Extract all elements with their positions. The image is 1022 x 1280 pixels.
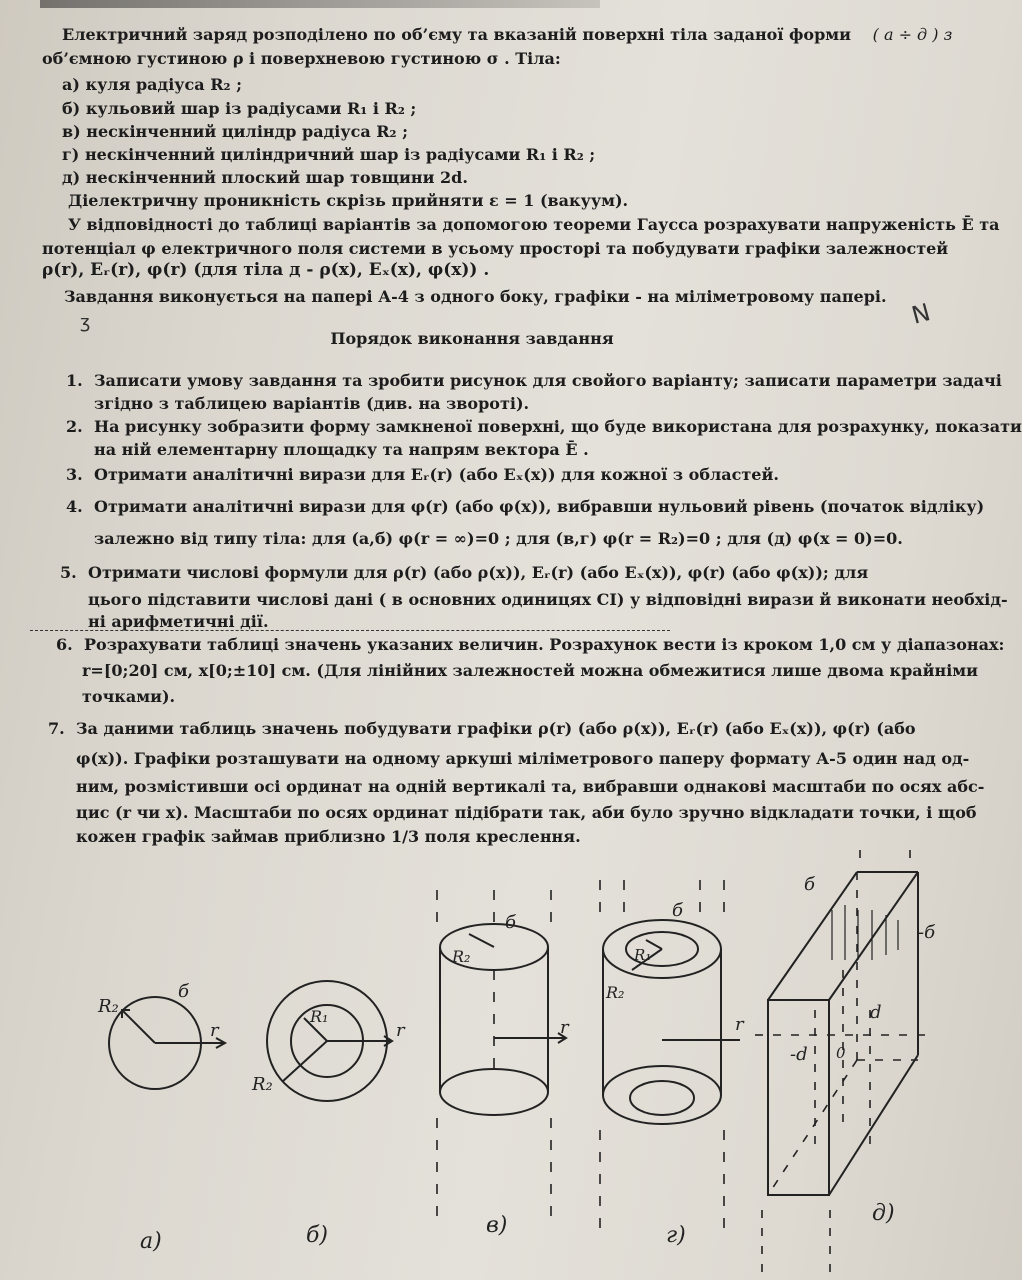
fig-d-neg-d-label: -d bbox=[790, 1044, 808, 1065]
intro-line-2: об’ємною густиною ρ і поверхневою густиною σ . Тіла: bbox=[42, 49, 561, 68]
fig-d-d-label: d bbox=[870, 1002, 882, 1023]
figure-v-cylinder bbox=[437, 890, 566, 1220]
fig-b-r1-label: R₁ bbox=[310, 1007, 329, 1026]
fig-a-r-label: r bbox=[210, 1020, 219, 1041]
body-a: а) куля радіуса R₂ ; bbox=[62, 75, 242, 94]
figure-g-cylindrical-shell bbox=[600, 880, 740, 1230]
figure-d-plane-slab bbox=[755, 850, 935, 1280]
figure-b-spherical-shell bbox=[267, 981, 392, 1101]
caption-g: г) bbox=[666, 1223, 686, 1248]
step-7-cont-1: φ(x)). Графіки розташувати на одному аркуші міліметрового паперу формату А-5 один над од- bbox=[76, 749, 970, 768]
fig-g-r2-label: R₂ bbox=[606, 983, 625, 1002]
caption-a: а) bbox=[140, 1229, 162, 1254]
caption-v: в) bbox=[486, 1213, 508, 1238]
step-1: 1. Записати умову завдання та зробити рисунок для свойого варіанту; записати параметри задачі bbox=[66, 371, 1002, 390]
fig-d-sigma-label: б bbox=[804, 874, 815, 895]
body-g: г) нескінченний циліндричний шар із радіусами R₁ і R₂ ; bbox=[62, 145, 596, 164]
task-line-2: потенціал φ електричного поля системи в усьому просторі та побудувати графіки залежностей bbox=[42, 239, 949, 258]
figure-a-sphere bbox=[109, 997, 225, 1089]
body-d: д) нескінченний плоский шар товщини 2d. bbox=[62, 168, 468, 187]
fig-d-zero-label: 0 bbox=[836, 1044, 846, 1062]
step-6-cont-1: r=[0;20] см, x[0;±10] см. (Для лінійних залежностей можна обмежитися лише двома крайніми bbox=[82, 661, 979, 680]
procedure-title: Порядок виконання завдання bbox=[330, 329, 614, 348]
margin-note: N bbox=[908, 298, 934, 330]
caption-b: б) bbox=[306, 1223, 329, 1248]
fig-v-sigma-label: б bbox=[505, 912, 516, 933]
step-2-cont: на ній елементарну площадку та напрям вектора Ē . bbox=[94, 440, 589, 459]
step-2: 2. На рисунку зобразити форму замкненої поверхні, що буде використана для розрахунку, показати bbox=[66, 417, 1022, 436]
body-v: в) нескінченний циліндр радіуса R₂ ; bbox=[62, 122, 409, 141]
paper-line: Завдання виконується на папері А-4 з одного боку, графіки - на міліметровому папері. bbox=[64, 287, 887, 306]
fig-g-sigma-label: б bbox=[672, 900, 683, 921]
step-1-cont: згідно з таблицею варіантів (див. на звороті). bbox=[94, 394, 530, 413]
intro-line-1: Електричний заряд розподілено по об’єму та вказаній поверхні тіла заданої форми ( а ÷ д ) з bbox=[62, 25, 953, 44]
fig-d-r-label: r bbox=[735, 1014, 744, 1035]
fig-d-sigma-right-label: -б bbox=[918, 922, 936, 943]
step-7: 7. За даними таблиць значень побудувати графіки ρ(r) (або ρ(x)), Eᵣ(r) (або Eₓ(x)), φ(r) (або bbox=[48, 719, 916, 738]
fig-g-r1-label: R₁ bbox=[634, 946, 652, 964]
permittivity-line: Діелектричну проникність скрізь прийняти ε = 1 (вакуум). bbox=[68, 191, 629, 210]
fig-a-r2-label: R₂ bbox=[98, 996, 119, 1017]
step-4: 4. Отримати аналітичні вирази для φ(r) (або φ(x)), вибравши нульовий рівень (початок відліку) bbox=[66, 497, 985, 516]
fig-v-r2-label: R₂ bbox=[452, 947, 471, 966]
figures-drawing bbox=[0, 850, 944, 1280]
caption-d: д) bbox=[872, 1201, 895, 1226]
step-7-cont-2: ним, розмістивши осі ординат на одній вертикалі та, вибравши однакові масштаби по осях абс- bbox=[76, 777, 985, 796]
step-5-cont-1: цього підставити числові дані ( в основних одиницях СІ) у відповідні вирази й виконати необхід- bbox=[88, 590, 1008, 609]
pen-mark-icon: ʒ bbox=[80, 312, 91, 333]
fig-v-r-label: r bbox=[560, 1017, 569, 1038]
task-line-3: ρ(r), Eᵣ(r), φ(r) (для тіла д - ρ(x), Eₓ(x), φ(x)) . bbox=[42, 260, 490, 280]
fig-b-r-label: r bbox=[396, 1020, 405, 1041]
fig-a-sigma-label: б bbox=[178, 981, 189, 1002]
step-6-cont-2: точками). bbox=[82, 687, 176, 706]
step-3: 3. Отримати аналітичні вирази для Eᵣ(r) (або Eₓ(x)) для кожної з областей. bbox=[66, 465, 779, 484]
top-scan-smudge bbox=[40, 0, 600, 8]
step-5: 5. Отримати числові формули для ρ(r) (або ρ(x)), Eᵣ(r) (або Eₓ(x)), φ(r) (або φ(x)); для bbox=[60, 563, 869, 582]
step-5-cont-2: ні арифметичні дії. bbox=[88, 612, 269, 631]
step-6: 6. Розрахувати таблиці значень указаних величин. Розрахунок вести із кроком 1,0 см у діапазонах: bbox=[56, 635, 1005, 654]
step-7-cont-3: цис (r чи x). Масштаби по осях ординат підібрати так, аби було зручно відкладати точки, і щоб bbox=[76, 803, 977, 822]
body-b: б) кульовий шар із радіусами R₁ і R₂ ; bbox=[62, 99, 417, 118]
task-line-1: У відповідності до таблиці варіантів за допомогою теореми Гаусса розрахувати напруженість Ē та bbox=[68, 215, 1000, 234]
separator-dash bbox=[30, 630, 670, 631]
step-4-cont: залежно від типу тіла: для (а,б) φ(r = ∞)=0 ; для (в,г) φ(r = R₂)=0 ; для (д) φ(x = 0)=0. bbox=[94, 529, 903, 548]
fig-b-r2-label: R₂ bbox=[252, 1074, 273, 1095]
step-7-cont-4: кожен графік займав приблизно 1/3 поля креслення. bbox=[76, 827, 581, 846]
